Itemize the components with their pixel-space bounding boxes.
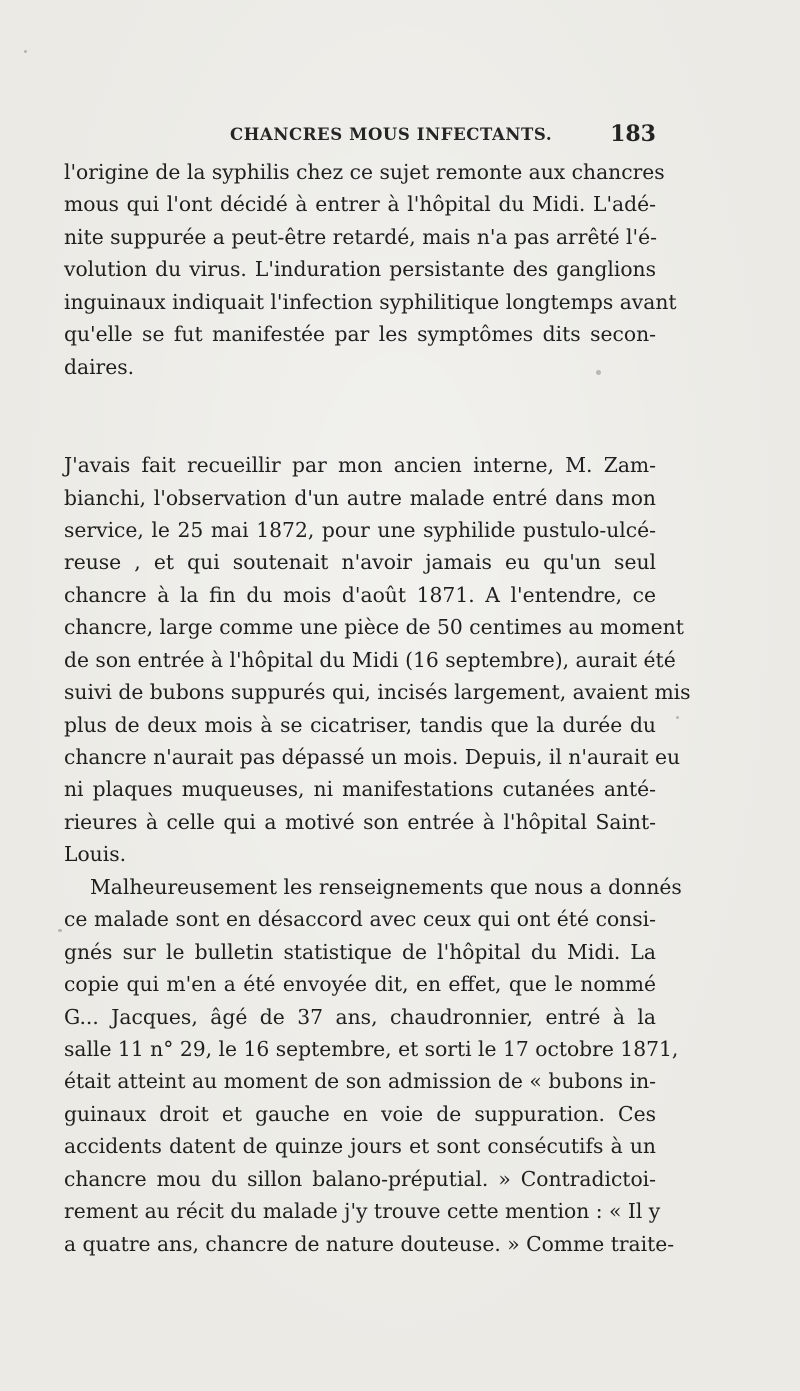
- text-line: Malheureusement les renseignements que nous a donnés: [90, 874, 682, 899]
- paper-speck: [58, 929, 62, 932]
- text-line: accidents datent de quinze jours et sont consécutifs à un: [64, 1134, 656, 1159]
- text-line: daires.: [64, 354, 135, 379]
- text-line: service, le 25 mai 1872, pour une syphilide pustulo-ulcé-: [64, 517, 656, 542]
- text-line: ni plaques muqueuses, ni manifestations cutanées anté-: [64, 777, 656, 802]
- text-line: l'origine de la syphilis chez ce sujet remonte aux chancres: [64, 160, 665, 184]
- text-line: a quatre ans, chancre de nature douteuse. » Comme traite-: [64, 1231, 675, 1256]
- text-line: chancre mou du sillon balano-préputial. » Contradictoi-: [64, 1166, 656, 1191]
- text-line: salle 11 n° 29, le 16 septembre, et sorti le 17 octobre 1871,: [64, 1036, 679, 1061]
- text-line: J'avais fait recueillir par mon ancien interne, M. Zam-: [64, 453, 656, 478]
- text-line: plus de deux mois à se cicatriser, tandis que la durée du: [64, 712, 656, 737]
- text-line: était atteint au moment de son admission de « bubons in-: [64, 1069, 656, 1094]
- text-line: nite suppurée a peut-être retardé, mais n'a pas arrêté l'é-: [64, 224, 657, 249]
- text-line: inguinaux indiquait l'infection syphilitique longtemps avant: [64, 289, 677, 314]
- text-line: chancre à la fin du mois d'août 1871. A l'entendre, ce: [64, 582, 656, 607]
- running-title: CHANCRES MOUS INFECTANTS.: [230, 125, 553, 144]
- text-line: chancre n'aurait pas dépassé un mois. Depuis, il n'aurait eu: [64, 745, 681, 769]
- text-line: qu'elle se fut manifestée par les symptômes dits secon-: [64, 322, 656, 347]
- text-line: chancre, large comme une pièce de 50 centimes au moment: [64, 615, 684, 640]
- text-line: G... Jacques, âgé de 37 ans, chaudronnier, entré à la: [64, 1004, 656, 1029]
- text-line: ce malade sont en désaccord avec ceux qui ont été consi-: [64, 907, 656, 932]
- paragraph-2: [64, 449, 691, 871]
- text-line: copie qui m'en a été envoyée dit, en effet, que le nommé: [64, 972, 656, 997]
- paper-speck: [24, 50, 27, 53]
- paper-speck: [596, 370, 601, 375]
- text-line: volution du virus. L'induration persistante des ganglions: [64, 257, 656, 282]
- text-line: Louis.: [64, 842, 127, 867]
- text-line: rement au récit du malade j'y trouve cette mention : « Il y: [64, 1199, 661, 1224]
- text-line: guinaux droit et gauche en voie de suppuration. Ces: [64, 1101, 656, 1126]
- body-text: [64, 156, 691, 1260]
- text-line: reuse , et qui soutenait n'avoir jamais eu qu'un seul: [64, 550, 656, 575]
- text-line: rieures à celle qui a motivé son entrée à l'hôpital Saint-: [64, 809, 656, 834]
- text-line: de son entrée à l'hôpital du Midi (16 septembre), aurait été: [64, 647, 676, 672]
- text-line: gnés sur le bulletin statistique de l'hôpital du Midi. La: [64, 939, 656, 964]
- paragraph-3: [64, 871, 682, 1260]
- text-line: bianchi, l'observation d'un autre malade entré dans mon: [64, 485, 656, 510]
- text-line: mous qui l'ont décidé à entrer à l'hôpital du Midi. L'adé-: [64, 192, 656, 217]
- paragraph-1: [64, 156, 677, 383]
- paper-speck: [676, 716, 679, 719]
- page-number: 183: [610, 121, 656, 147]
- page-header: [64, 121, 656, 151]
- text-line: suivi de bubons suppurés qui, incisés largement, avaient mis: [64, 680, 691, 705]
- paragraph-gap: [64, 383, 656, 449]
